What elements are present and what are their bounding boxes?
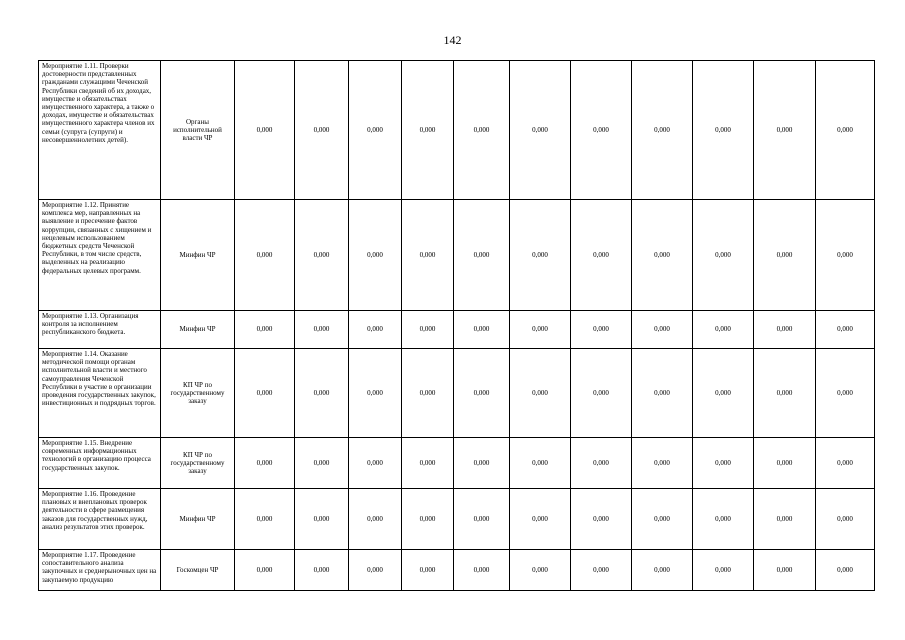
value-cell: 0,000 [454,489,510,550]
value-cell: 0,000 [632,550,693,591]
value-cell: 0,000 [571,311,632,349]
value-cell: 0,000 [816,550,875,591]
executor-cell: Минфин ЧР [161,489,235,550]
value-cell: 0,000 [235,200,295,311]
value-cell: 0,000 [454,550,510,591]
value-cell: 0,000 [295,550,349,591]
value-cell: 0,000 [510,550,571,591]
activity-description: Мероприятие 1.11. Проверки достоверности представленных гражданами служащими Чеченской Республики сведений об их доходах, имуществе и обязательствах имущественного характера, а также о доходах, имуществе и обязательствах имущественного характера членов их семьи (супруга (супруги) и несовершеннолетних детей). [39,61,161,200]
executor-cell: Минфин ЧР [161,200,235,311]
value-cell: 0,000 [510,61,571,200]
table-row [39,311,875,349]
value-cell: 0,000 [402,550,454,591]
value-cell: 0,000 [693,311,754,349]
value-cell: 0,000 [402,61,454,200]
value-cell: 0,000 [571,349,632,438]
value-cell: 0,000 [295,311,349,349]
executor-cell: Госкомцен ЧР [161,550,235,591]
value-cell: 0,000 [295,349,349,438]
value-cell: 0,000 [632,311,693,349]
table-row [39,438,875,489]
value-cell: 0,000 [235,438,295,489]
value-cell: 0,000 [295,438,349,489]
activity-description: Мероприятие 1.14. Оказание методической помощи органам исполнительной власти и местного самоуправления Чеченской Республики в участие в организации проведения государственных закупок, инвестиционных и подрядных торгов. [39,349,161,438]
value-cell: 0,000 [816,349,875,438]
value-cell: 0,000 [402,311,454,349]
table-row [39,200,875,311]
value-cell: 0,000 [402,349,454,438]
activity-description: Мероприятие 1.16. Проведение плановых и внеплановых проверок деятельности в сфере размещения заказов для государственных нужд, анализ результатов этих проверок. [39,489,161,550]
value-cell: 0,000 [349,550,402,591]
executor-cell: Органы исполнительной власти ЧР [161,61,235,200]
value-cell: 0,000 [454,349,510,438]
activity-description: Мероприятие 1.15. Внедрение современных информационных технологий в организацию процесса государственных закупок. [39,438,161,489]
value-cell: 0,000 [235,550,295,591]
value-cell: 0,000 [349,438,402,489]
value-cell: 0,000 [571,200,632,311]
value-cell: 0,000 [454,438,510,489]
value-cell: 0,000 [632,489,693,550]
value-cell: 0,000 [349,311,402,349]
value-cell: 0,000 [402,200,454,311]
value-cell: 0,000 [693,349,754,438]
value-cell: 0,000 [235,489,295,550]
activity-description: Мероприятие 1.13. Организация контроля за исполнением республиканского бюджета. [39,311,161,349]
value-cell: 0,000 [816,61,875,200]
value-cell: 0,000 [816,438,875,489]
table-row [39,489,875,550]
activity-description: Мероприятие 1.12. Принятие комплекса мер, направленных на выявление и пресечение фактов коррупции, связанных с хищением и нецелевым использованием бюджетных средств Чеченской Республики, в том числе средств, выделенных на реализацию федеральных целевых программ. [39,200,161,311]
value-cell: 0,000 [295,61,349,200]
value-cell: 0,000 [510,200,571,311]
value-cell: 0,000 [349,200,402,311]
value-cell: 0,000 [571,489,632,550]
value-cell: 0,000 [754,61,816,200]
value-cell: 0,000 [295,200,349,311]
value-cell: 0,000 [632,200,693,311]
value-cell: 0,000 [571,61,632,200]
value-cell: 0,000 [295,489,349,550]
table-row [39,349,875,438]
value-cell: 0,000 [632,438,693,489]
value-cell: 0,000 [454,61,510,200]
executor-cell: КП ЧР по государственному заказу [161,438,235,489]
value-cell: 0,000 [754,489,816,550]
value-cell: 0,000 [571,438,632,489]
value-cell: 0,000 [235,61,295,200]
value-cell: 0,000 [510,349,571,438]
value-cell: 0,000 [693,438,754,489]
value-cell: 0,000 [693,61,754,200]
value-cell: 0,000 [632,349,693,438]
page-number: 142 [443,33,462,47]
value-cell: 0,000 [816,489,875,550]
value-cell: 0,000 [349,349,402,438]
value-cell: 0,000 [754,200,816,311]
value-cell: 0,000 [510,489,571,550]
value-cell: 0,000 [454,311,510,349]
executor-cell: Минфин ЧР [161,311,235,349]
value-cell: 0,000 [571,550,632,591]
value-cell: 0,000 [402,438,454,489]
table-row [39,550,875,591]
value-cell: 0,000 [754,438,816,489]
value-cell: 0,000 [349,61,402,200]
value-cell: 0,000 [235,311,295,349]
value-cell: 0,000 [693,200,754,311]
value-cell: 0,000 [816,200,875,311]
value-cell: 0,000 [693,550,754,591]
value-cell: 0,000 [693,489,754,550]
program-table [38,60,875,591]
table-row [39,61,875,200]
value-cell: 0,000 [632,61,693,200]
value-cell: 0,000 [510,311,571,349]
value-cell: 0,000 [454,200,510,311]
table-body [39,61,875,591]
value-cell: 0,000 [349,489,402,550]
value-cell: 0,000 [816,311,875,349]
value-cell: 0,000 [754,349,816,438]
value-cell: 0,000 [235,349,295,438]
value-cell: 0,000 [402,489,454,550]
executor-cell: КП ЧР по государственному заказу [161,349,235,438]
value-cell: 0,000 [754,311,816,349]
activity-description: Мероприятие 1.17. Проведение сопоставительного анализа закупочных и среднерыночных цен на закупаемую продукцию [39,550,161,591]
value-cell: 0,000 [754,550,816,591]
value-cell: 0,000 [510,438,571,489]
